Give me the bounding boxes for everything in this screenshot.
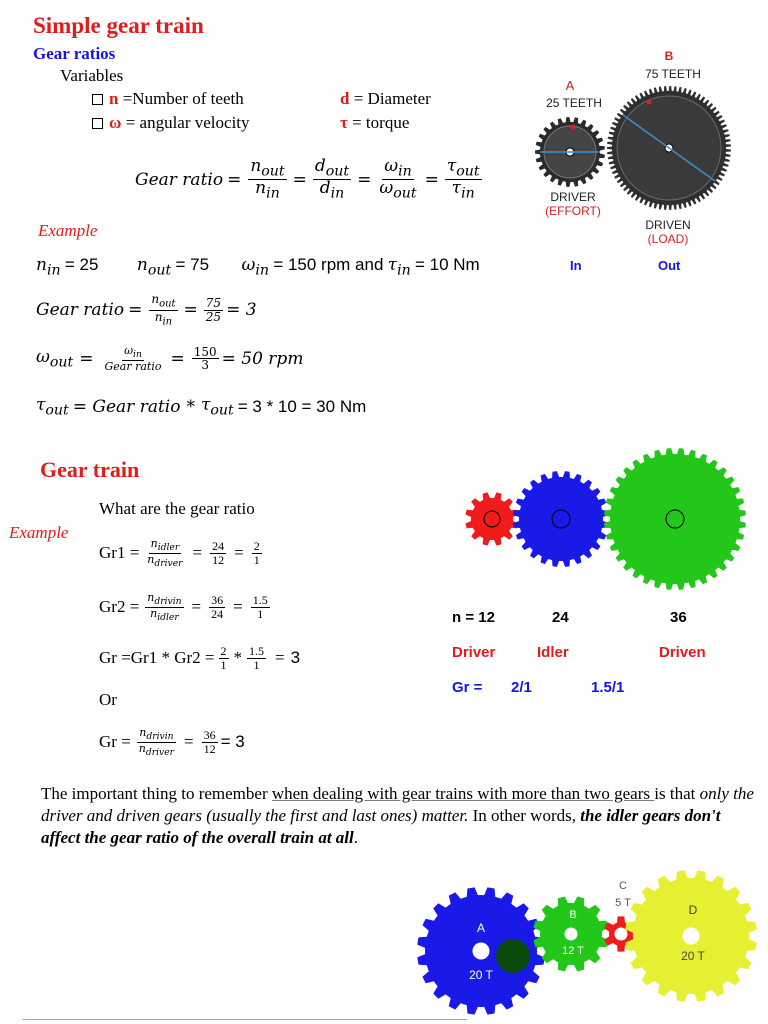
- calc-w-den-label: Gear ratio: [104, 359, 162, 373]
- calc-gear-ratio: Gear ratio = $\frac{n_{out}}{n_{in}}$ = $\frac{75}{25}$ = 3: [36, 292, 257, 328]
- n-in-sub: in: [46, 262, 61, 279]
- effort-label: (EFFORT): [545, 204, 601, 218]
- gr2-equation: Gr2 = $\frac{n_{drivin}}{n_{idler}}$ = $\frac{36}{24}$ = $\frac{1.5}{1}$: [99, 591, 268, 623]
- gr-final-num: 36: [203, 728, 216, 743]
- t-in-sub: in: [397, 262, 411, 279]
- calc-w-result: = 50 rpm: [221, 348, 304, 369]
- gr-value-1: 2/1: [511, 679, 532, 696]
- red-driver-gear-icon: [465, 492, 518, 545]
- gr-final-label: Gr =: [99, 732, 131, 752]
- para-part-6: the idler gears don't affect the gear ratio of the overall train at all: [41, 806, 721, 847]
- or-label: Or: [99, 690, 117, 709]
- question-text: What are the gear ratio: [99, 499, 255, 518]
- checkbox-icon: [92, 118, 103, 129]
- green-driven-gear-icon: [604, 448, 746, 590]
- in-label: In: [570, 258, 582, 273]
- var-d-text: = Diameter: [353, 89, 431, 108]
- driver-label: DRIVER: [550, 190, 596, 204]
- variable-d-row: [340, 89, 431, 109]
- gr-row-label: Gr =: [452, 679, 483, 696]
- driver-role-label: Driver: [452, 644, 496, 661]
- var-d-symbol: d: [340, 89, 350, 108]
- gr-den-a: 1: [220, 657, 227, 672]
- gr-num-a: 2: [220, 644, 227, 658]
- n-in-symbol: n: [36, 255, 47, 275]
- gear-train-diagram: [462, 444, 752, 596]
- calc-ratio-den: 25: [205, 309, 222, 324]
- gr2-den2: 1: [257, 606, 264, 621]
- bottom-gear-c-teeth: 5 T: [615, 897, 631, 909]
- bottom-gear-d-teeth: 20 T: [681, 949, 705, 963]
- w-in-sub: in: [255, 262, 270, 279]
- gr-num-b: 1.5: [249, 644, 264, 658]
- bottom-gear-a-label: A: [476, 921, 486, 935]
- checkbox-icon: [92, 94, 103, 105]
- gr-final-equation: Gr = $\frac{n_{drivin}}{n_{driver}}$ = $\frac{36}{12}$ = 3: [99, 726, 245, 758]
- n-out-symbol: n: [136, 255, 148, 275]
- gr1-num: 24: [212, 539, 225, 554]
- teeth-driven: 36: [670, 609, 687, 626]
- marker-dot-a: [571, 125, 576, 130]
- n-out-value: = 75: [175, 255, 210, 274]
- summary-paragraph: [41, 783, 761, 849]
- gr-final-result: = 3: [220, 732, 245, 752]
- simple-gear-diagram: [520, 40, 765, 255]
- subtitle-gear-ratios: Gear ratios: [33, 44, 116, 63]
- gr-value-2: 1.5/1: [591, 679, 625, 696]
- variable-t-row: [340, 113, 409, 133]
- var-w-text: = angular velocity: [125, 113, 250, 132]
- para-part-7: .: [353, 828, 358, 847]
- w-in-symbol: ω: [241, 255, 256, 275]
- para-part-2: when dealing with gear trains with more than two gears: [271, 784, 655, 803]
- marker-dot-b: [647, 100, 652, 105]
- idler-role-label: Idler: [537, 644, 569, 661]
- four-gear-diagram: [416, 866, 766, 1024]
- gear-b-teeth: 75 TEETH: [645, 67, 701, 81]
- t-in-value: = 10 Nm: [414, 255, 480, 274]
- section-title-gear-train: Gear train: [40, 457, 140, 482]
- gr2-num: 36: [211, 593, 224, 608]
- gear-b-label: B: [664, 49, 674, 63]
- gear-ratio-formula: Gear ratio = $\frac{n_{out}}{n_{in}}$ = $\frac{d_{out}}{d_{in}}$ = $\frac{\omega_{in}}{\omega_{out}}$ = $\frac{\tau_{out}}{\tau_{in}}$: [135, 156, 480, 202]
- calc-omega-out: $\omega_{out}$ = $\frac{\omega_{in}}{\text{Gear ratio}}$ = $\frac{150}{3}$ = 50 rpm: [36, 344, 304, 373]
- gr-result: 3: [290, 648, 301, 668]
- gr1-num2: 2: [253, 539, 260, 554]
- variable-w-row: [92, 113, 250, 133]
- var-t-symbol: τ: [340, 113, 348, 132]
- section-title-simple-gear-train: Simple gear train: [33, 13, 204, 38]
- gear-a-label: A: [565, 78, 575, 93]
- calc-t-text-b: = 3 * 10 = 30 Nm: [237, 396, 367, 416]
- teeth-idler: 24: [552, 609, 569, 626]
- formula-label: Gear ratio: [135, 169, 224, 190]
- out-label: Out: [658, 258, 681, 273]
- n-in-value: = 25: [64, 255, 99, 274]
- variables-label: Variables: [60, 66, 124, 85]
- gr-total-equation: Gr =Gr1 * Gr2 = $\frac{2}{1}$ * $\frac{1.5}{1}$ = 3: [99, 644, 301, 672]
- gear-d-icon: [625, 870, 756, 1001]
- calc-w-num2: 150: [193, 344, 217, 359]
- var-t-text: = torque: [352, 113, 410, 132]
- gr-den-b: 1: [253, 657, 260, 672]
- example-label-1: Example: [38, 221, 98, 240]
- example-values-row: [36, 255, 480, 278]
- gr2-num2: 1.5: [252, 593, 268, 608]
- gr2-den: 24: [211, 606, 224, 621]
- calc-ratio-num: 75: [205, 296, 222, 311]
- variable-n-row: [92, 89, 244, 109]
- calc-tau-out: $\tau_{out}$ = Gear ratio * $\tau_{out}$ = 3 * 10 = 30 Nm: [36, 395, 367, 419]
- bottom-gear-d-label: D: [688, 903, 698, 917]
- bottom-gear-b-label: B: [569, 909, 577, 921]
- bottom-gear-a-teeth: 20 T: [469, 968, 493, 982]
- gear-a-teeth: 25 TEETH: [546, 96, 602, 110]
- gr-final-den: 12: [203, 741, 216, 756]
- gr1-label: Gr1 =: [99, 543, 140, 563]
- var-w-symbol: ω: [109, 113, 122, 132]
- example-label-2: Example: [9, 523, 69, 542]
- bottom-gear-b-teeth: 12 T: [562, 945, 584, 957]
- driven-role-label: Driven: [659, 644, 706, 661]
- para-part-5: In other words,: [468, 806, 581, 825]
- n-out-sub: out: [147, 262, 172, 279]
- t-in-symbol: τ: [387, 255, 398, 275]
- driven-label: DRIVEN: [645, 218, 691, 232]
- teeth-driver: n = 12: [452, 609, 495, 626]
- w-in-value: = 150 rpm and: [273, 255, 384, 274]
- bottom-divider: [22, 1019, 467, 1020]
- calc-ratio-lhs: Gear ratio: [36, 300, 125, 321]
- gr1-den2: 1: [253, 552, 260, 567]
- calc-t-text-a: = Gear ratio: [72, 396, 181, 417]
- var-n-symbol: n: [109, 89, 119, 108]
- gr2-label: Gr2 =: [99, 597, 140, 617]
- calc-w-den2: 3: [201, 358, 209, 373]
- bottom-gear-c-label: C: [619, 880, 627, 892]
- load-label: (LOAD): [647, 232, 689, 246]
- gear-b-icon: [534, 897, 609, 972]
- para-part-4: only the driver and driven gears (usually the first and last ones) matter.: [41, 784, 754, 825]
- gr1-den: 12: [212, 552, 225, 567]
- var-n-text: =Number of teeth: [122, 89, 244, 108]
- para-part-1: The important thing to remember: [41, 784, 272, 803]
- gr1-equation: Gr1 = $\frac{n_{idler}}{n_{driver}}$ = $\frac{24}{12}$ = $\frac{2}{1}$: [99, 537, 260, 569]
- calc-ratio-result: = 3: [226, 300, 257, 321]
- para-part-3: is that: [654, 784, 700, 803]
- gr-label: Gr =Gr1 * Gr2 =: [99, 648, 215, 668]
- overlap-shadow: [496, 939, 530, 973]
